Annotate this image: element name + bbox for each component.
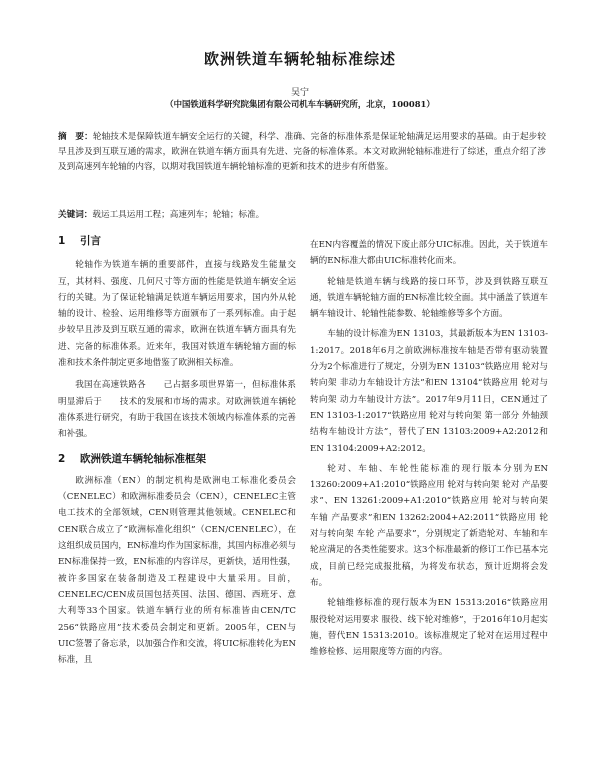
axle-design-paragraph: 车轴的设计标准为EN 13103，其最新版本为EN 13103-1:2017。2018年6月之前欧洲标准按车轴是否带有驱动装置分为2个标准进行了规定，分别为EN 13103“铁路应用 轮对与转向架 非动力车轴设计方法”和EN 13104“铁路应用 轮对与转向架 动力车轴设计方法”。2017年9月11日，CEN通过了EN 13103-1:2017“铁路应用 轮对与转向架 第一部分 外轴颈结构车轴设计方法”，替代了EN 13103:2009+A2:2012和EN 13104:2009+A2:2012。 <box>310 329 548 454</box>
framework-paragraph-continued: 在EN内容覆盖的情况下废止部分UIC标准。因此，关于铁道车辆的EN标准大都由UIC标准转化而来。 <box>310 240 548 267</box>
performance-standards-paragraph: 轮对、车轴、车轮性能标准的现行版本分别为EN 13260:2009+A1:2010“铁路应用 轮对与转向架 轮对 产品要求”、EN 13261:2009+A1:2010“铁路应用 轮对与转向架 车轴 产品要求”和EN 13262:2004+A2:2011“铁路应用 轮对与转向架 车轮 产品要求”，分别规定了新造轮对、车轴和车轮应满足的各类性能要求。这3个标准最新的修订工作已基本完成，目前已经完成报批稿，为将发布状态，预计近期将会发布。 <box>310 463 548 588</box>
framework-paragraph-1: 欧洲标准（EN）的制定机构是欧洲电工标准化委员会（CENELEC）和欧洲标准委员会（CEN），CENELEC主管电工技术的全部领域，CEN则管理其他领域。CENELEC和CEN联合成立了“欧洲标准化组织”（CEN/CENELEC），在这组织成员国内，EN标准均作为国家标准，其国内标准必须与EN标准保持一致，EN标准的内容详尽，更新快，适用性强，被许多国家在装备制造及工程建设中大量采用。目前，CENELEC/CEN成员国包括英国、法国、德国、西班牙、意大利等33个国家。铁道车辆行业的所有标准皆由CEN/TC 256“铁路应用”技术委员会制定和更新。2005年，CEN与UIC签署了备忘录，以加强合作和交流，将UIC标准转化为EN标准，且 <box>58 475 296 666</box>
intro-paragraph-2: 我国在高速铁路各 己占据多项世界第一，但标准体系明显滞后于 技术的发展和市场的需求。对欧洲铁道车辆轮 准体系进行研究，有助于我国在该技术领域内标准体系的完善和补强。 <box>58 380 314 440</box>
author-affiliation: （中国铁道科学研究院集团有限公司机车车辆研究所，北京，100081） <box>165 99 435 109</box>
section-number: 1 <box>58 235 66 247</box>
keywords-text: 载运工具运用工程；高速列车；轮轴；标准。 <box>92 210 265 220</box>
section-heading-2 <box>58 451 296 467</box>
paper-title: 欧洲铁道车辆轮轴标准综述 <box>203 50 396 68</box>
keywords-label: 关键词： <box>58 210 93 220</box>
abstract-label: 摘 要： <box>58 132 93 142</box>
intro-paragraph-1: 轮轴作为铁道车辆的重要部件，直接与线路发生能量交互，其材料、强度、几何尺寸等方面的性能是铁道车辆安全运行的关键。为了保证轮轴满足铁道车辆运用要求，国内外从轮轴的设计、检验、运用维修等方面颁布了一系列标准。由于起步较早且涉及到互联互通的需求，欧洲在铁道车辆方面具有先进、完备的标准体系。近来年，我国对铁道车辆轮轴方面的标准和技术条件制定更多地借鉴了欧洲相关标准。 <box>58 260 296 369</box>
right-column <box>310 237 548 660</box>
maintenance-standards-paragraph: 轮轴维修标准的现行版本为EN 15313:2016“铁路应用 服役轮对运用要求 服役、线下轮对维修”，于2016年10月起实施，替代EN 15313:2010。该标准规定了轮对在运用过程中维修检修、运用限度等方面的内容。 <box>310 598 548 658</box>
left-column <box>58 233 314 668</box>
author-name: 吴宁 <box>290 88 309 98</box>
section-number: 2 <box>58 452 66 465</box>
section-title: 引言 <box>80 235 101 247</box>
section-title: 欧洲铁道车辆轮轴标准框架 <box>80 452 206 465</box>
framework-paragraph-2: 轮轴是铁道车辆与线路的接口环节，涉及到铁路互联互通，铁道车辆轮轴方面的EN标准比较全面。其中涵盖了铁道车辆车轴设计、轮轴性能参数、轮轴维修等多个方面。 <box>310 276 548 320</box>
keywords <box>58 208 546 223</box>
abstract-text: 轮轴技术是保障铁道车辆安全运行的关键，科学、准确、完备的标准体系是保证轮轴满足运用要求的基础。由于起步较早且涉及到互联互通的需求，欧洲在铁道车辆方面具有先进、完备的标准体系。本文对欧洲轮轴标准进行了综述，重点介绍了涉及到高速列车轮轴的内容，以期对我国铁道车辆轮轴标准的更新和技术的进步有所借鉴。 <box>58 132 546 173</box>
abstract <box>58 130 546 176</box>
section-heading-1 <box>58 233 296 249</box>
